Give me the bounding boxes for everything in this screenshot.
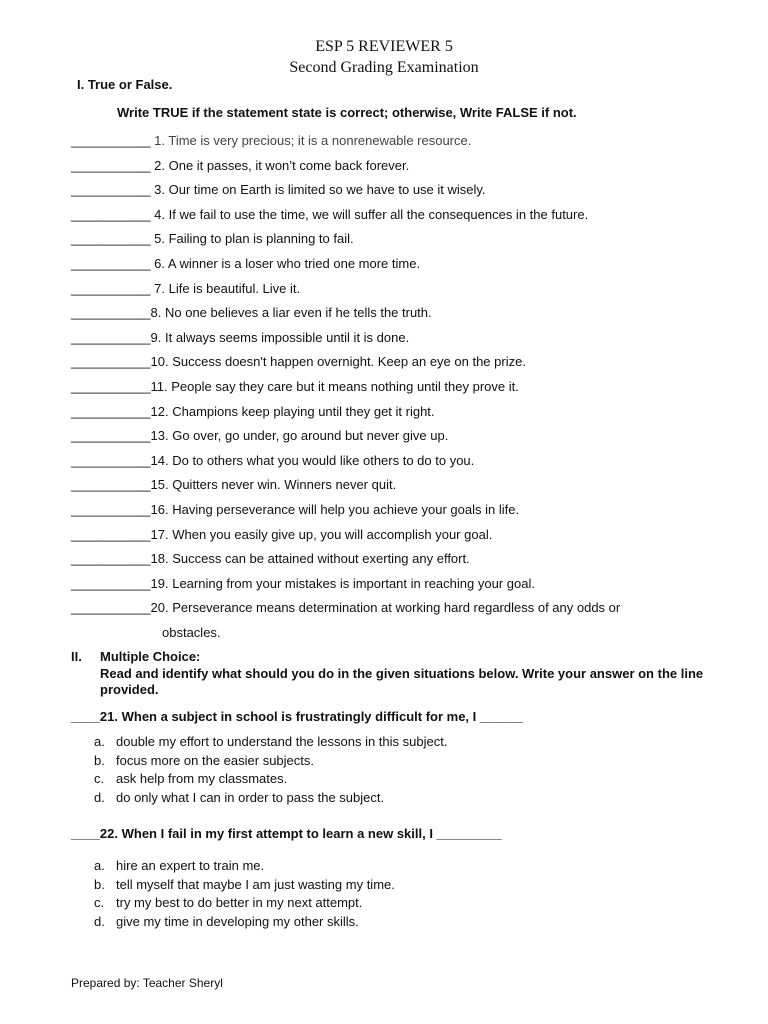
true-false-list: [71, 133, 711, 645]
section-2-number: II.: [71, 649, 82, 664]
list-item: [71, 404, 711, 429]
answer-blank[interactable]: ___________: [71, 255, 155, 271]
list-item: [71, 527, 711, 552]
list-item: [71, 305, 711, 330]
option-d: [94, 914, 395, 933]
option-c: [94, 895, 395, 914]
list-item: [71, 354, 711, 379]
answer-blank[interactable]: ___________: [71, 477, 151, 493]
answer-blank[interactable]: ___________: [71, 526, 151, 542]
statement-text: 17. When you easily give up, you will accomplish your goal.: [150, 526, 493, 542]
statement-text: 2. One it passes, it won’t come back forever.: [154, 157, 410, 173]
statement-text: 9. It always seems impossible until it is done.: [150, 329, 410, 345]
option-text: tell myself that maybe I am just wasting my time.: [116, 876, 395, 892]
answer-blank[interactable]: ___________: [71, 501, 151, 517]
section-2-instruction: Read and identify what should you do in the given situations below. Write your answer on the line provided.: [100, 665, 704, 697]
list-item: [71, 576, 711, 601]
option-letter: b.: [94, 876, 105, 892]
option-letter: d.: [94, 913, 105, 929]
option-a: [94, 734, 447, 753]
section-2-header: [71, 649, 711, 699]
option-text: hire an expert to train me.: [116, 858, 265, 873]
answer-blank[interactable]: ___________: [71, 575, 151, 591]
answer-blank[interactable]: ___________: [71, 600, 151, 616]
document-subtitle: Second Grading Examination: [289, 59, 479, 76]
option-letter: c.: [94, 895, 105, 911]
question-21-prompt: ____21. When a subject in school is frustratingly difficult for me, I ______: [71, 709, 524, 724]
option-d: [94, 790, 447, 809]
answer-blank[interactable]: ___________: [71, 157, 155, 173]
list-item: [71, 207, 711, 232]
answer-blank[interactable]: ___________: [71, 305, 151, 321]
statement-text: 18. Success can be attained without exerting any effort.: [150, 551, 470, 567]
answer-blank[interactable]: ___________: [71, 378, 151, 394]
option-text: give my time in developing my other skills.: [116, 913, 359, 929]
list-item: [71, 453, 711, 478]
answer-blank[interactable]: ___________: [71, 428, 151, 444]
option-c: [94, 771, 447, 790]
statement-text: 19. Learning from your mistakes is important in reaching your goal.: [150, 575, 535, 591]
statement-text: 15. Quitters never win. Winners never quit.: [150, 477, 397, 493]
statement-continuation: obstacles.: [162, 624, 221, 640]
option-text: ask help from my classmates.: [116, 771, 288, 787]
answer-blank[interactable]: ___________: [71, 354, 151, 370]
question-22-options: [94, 858, 395, 932]
question-21-options: [94, 734, 447, 808]
option-a: [94, 858, 395, 877]
option-letter: a.: [94, 734, 105, 749]
statement-text: 12. Champions keep playing until they get it right.: [150, 403, 435, 419]
list-item: [71, 182, 711, 207]
list-item: [71, 231, 711, 256]
list-item: [71, 330, 711, 355]
statement-text: 3. Our time on Earth is limited so we have to use it wisely.: [154, 182, 486, 198]
statement-text: 14. Do to others what you would like others to do to you.: [150, 452, 475, 468]
list-item: [71, 477, 711, 502]
answer-blank[interactable]: ___________: [71, 329, 151, 345]
option-text: do only what I can in order to pass the subject.: [116, 789, 385, 805]
statement-text: 7. Life is beautiful. Live it.: [154, 280, 301, 296]
answer-blank[interactable]: ___________: [71, 551, 151, 567]
option-text: try my best to do better in my next attempt.: [116, 895, 363, 911]
option-b: [94, 877, 395, 896]
list-item: [71, 158, 711, 183]
option-letter: c.: [94, 771, 105, 787]
answer-blank[interactable]: ___________: [71, 182, 155, 198]
list-item: [71, 256, 711, 281]
option-text: focus more on the easier subjects.: [116, 752, 314, 768]
statement-text: 6. A winner is a loser who tried one more time.: [154, 255, 421, 271]
answer-blank[interactable]: ___________: [71, 133, 155, 148]
statement-text: 5. Failing to plan is planning to fail.: [154, 231, 354, 247]
statement-text: 13. Go over, go under, go around but never give up.: [150, 428, 449, 444]
option-b: [94, 753, 447, 772]
answer-blank[interactable]: ___________: [71, 280, 155, 296]
list-item: [71, 281, 711, 306]
option-letter: b.: [94, 752, 105, 768]
prepared-by-footer: Prepared by: Teacher Sheryl: [71, 976, 223, 990]
list-item: [71, 551, 711, 576]
statement-text: 20. Perseverance means determination at working hard regardless of any odds or: [150, 600, 621, 616]
list-item: [71, 428, 711, 453]
answer-blank[interactable]: ___________: [71, 231, 155, 247]
answer-blank[interactable]: ___________: [71, 403, 151, 419]
section-1-heading: I. True or False.: [77, 77, 173, 92]
section-2-heading: Multiple Choice:: [100, 649, 201, 664]
statement-text: 8. No one believes a liar even if he tells the truth.: [150, 305, 432, 321]
answer-blank[interactable]: ___________: [71, 206, 155, 222]
statement-text: 11. People say they care but it means nothing until they prove it.: [150, 378, 519, 394]
question-22-prompt: ____22. When I fail in my first attempt to learn a new skill, I _________: [71, 826, 502, 841]
option-letter: a.: [94, 858, 105, 873]
statement-text: 1. Time is very precious; it is a nonrenewable resource.: [154, 133, 472, 148]
document-title: ESP 5 REVIEWER 5: [315, 38, 453, 55]
answer-blank[interactable]: ___________: [71, 452, 151, 468]
option-letter: d.: [94, 789, 105, 805]
list-item: [71, 502, 711, 527]
option-text: double my effort to understand the lessons in this subject.: [116, 734, 448, 749]
statement-text: 16. Having perseverance will help you achieve your goals in life.: [150, 501, 520, 517]
section-1-instruction: Write TRUE if the statement state is correct; otherwise, Write FALSE if not.: [117, 105, 577, 120]
list-item: [71, 379, 711, 404]
list-item: [71, 133, 711, 158]
statement-text: 4. If we fail to use the time, we will suffer all the consequences in the future.: [154, 206, 589, 222]
statement-text: 10. Success doesn't happen overnight. Keep an eye on the prize.: [150, 354, 526, 370]
list-item: [71, 600, 711, 625]
